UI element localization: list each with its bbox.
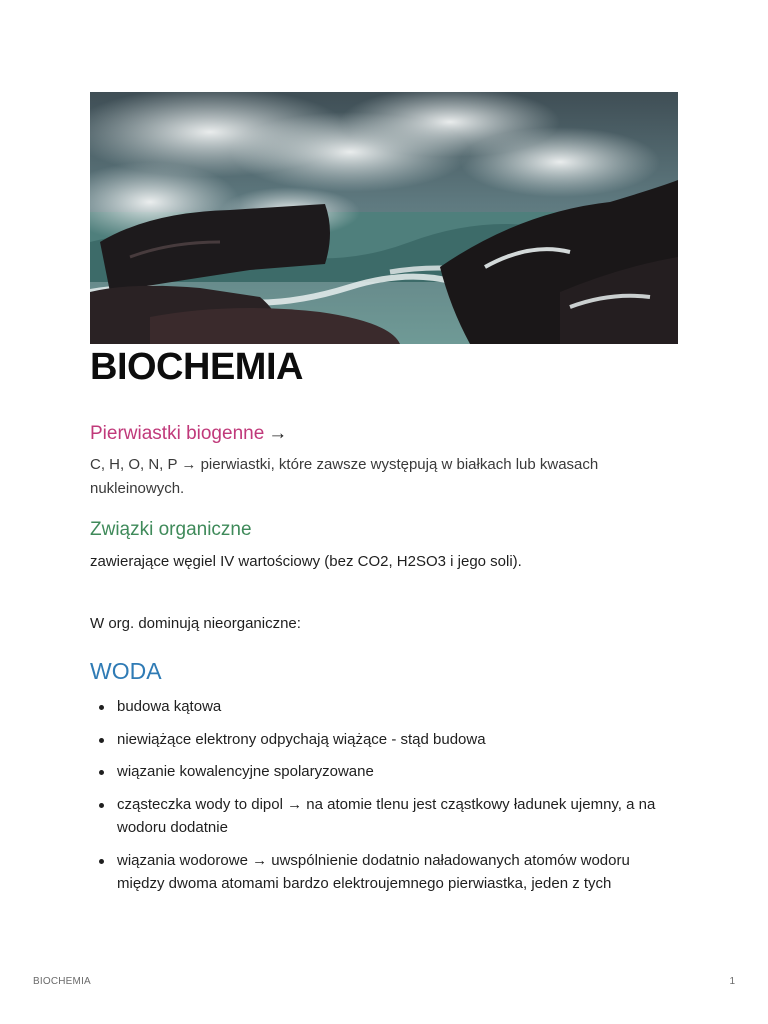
list-item: wiązania wodorowe → uwspólnienie dodatnio naładowanych atomów wodoru między dwoma atomami bardzo elektroujemnego pierwiastka, jeden z tych: [90, 849, 680, 896]
paragraph-organic: zawierające węgiel IV wartościowy (bez CO2, H2SO3 i jego soli).: [90, 553, 522, 570]
list-item: wiązanie kowalencyjne spolaryzowane: [90, 760, 680, 784]
paragraph-inorganic-intro: W org. dominują nieorganiczne:: [90, 615, 301, 632]
cover-image: [90, 92, 678, 344]
document-title: BIOCHEMIA: [90, 346, 303, 388]
footer-page-number: 1: [729, 976, 735, 987]
paragraph-biogenic: C, H, O, N, P → pierwiastki, które zawsze występują w białkach lub kwasach nukleinowych.: [90, 456, 599, 497]
list-item: niewiążące elektrony odpychają wiążące - stąd budowa: [90, 728, 680, 752]
list-item: budowa kątowa: [90, 695, 680, 719]
heading-organic-compounds: Związki organiczne: [90, 519, 252, 540]
list-item: cząsteczka wody to dipol → na atomie tlenu jest cząstkowy ładunek ujemny, a na wodoru dodatnie: [90, 793, 680, 840]
heading-biogenic-elements: [90, 421, 287, 447]
sea-waves-painting: [90, 92, 678, 344]
heading-biogenic-text: Pierwiastki biogenne: [90, 423, 265, 444]
arrow-icon: →: [268, 423, 288, 444]
footer-document-name: BIOCHEMIA: [33, 976, 91, 987]
water-bullet-list: [90, 695, 680, 905]
heading-water: WODA: [90, 658, 162, 684]
